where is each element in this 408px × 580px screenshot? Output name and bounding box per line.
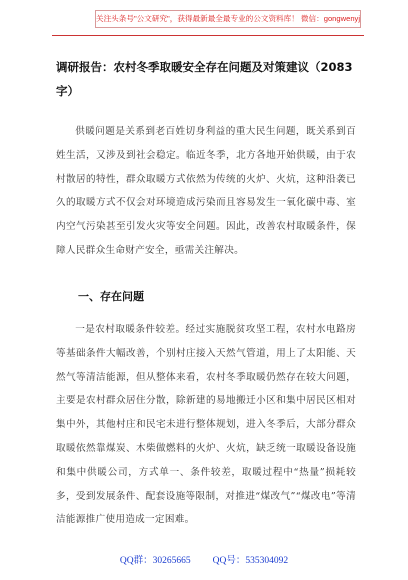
header-divider (52, 35, 364, 36)
footer-qq-group: QQ群：30265665 (119, 556, 191, 566)
footer-contact (0, 554, 408, 568)
promo-banner: 关注头条号"公文研究"，获得最新最全最专业的公文资料库！ 微信：gongwenyj (95, 10, 361, 28)
intro-paragraph: 供暖问题是关系到老百姓切身利益的重大民生问题，既关系到百姓生活，又涉及到社会稳定。临近冬季，北方各地开始供暖，由于农村散居的特性，群众取暖方式依然为传统的火炉、火炕，这种沿袭已久的取暖方式不仅会对环境造成污染而且容易发生一氧化碳中毒、室内空气污染甚至引发火灾等安全问题。因此，改善农村取暖条件，保障人民群众生命财产安全，亟需关注解决。 (56, 126, 356, 256)
document-title: 调研报告：农村冬季取暖安全存在问题及对策建议（2083字） (56, 60, 353, 98)
footer-qq-number: QQ号：535304092 (212, 556, 289, 566)
section-heading-problems: 一、存在问题 (78, 290, 144, 303)
section-paragraph: 一是农村取暖条件较差。经过实施脱贫攻坚工程，农村水电路房等基础条件大幅改善，个别村庄接入天然气管道，用上了太阳能、天然气等清洁能源，但从整体来看，农村冬季取暖仍然存在较大问题，主要是农村群众居住分散，除新建的易地搬迁小区和集中居民区相对集中外，其他村庄和民宅未进行整体规划，进入冬季后，大部分群众取暖依然靠煤炭、木柴做燃料的火炉、火炕，缺乏统一取暖设备设施和集中供暖公司，方式单一、条件较差，取暖过程中“热量”损耗较多，受到发展条件、配套设施等限制，对推进“煤改气”“煤改电”等清洁能源推广使用造成一定困难。 (56, 324, 356, 526)
